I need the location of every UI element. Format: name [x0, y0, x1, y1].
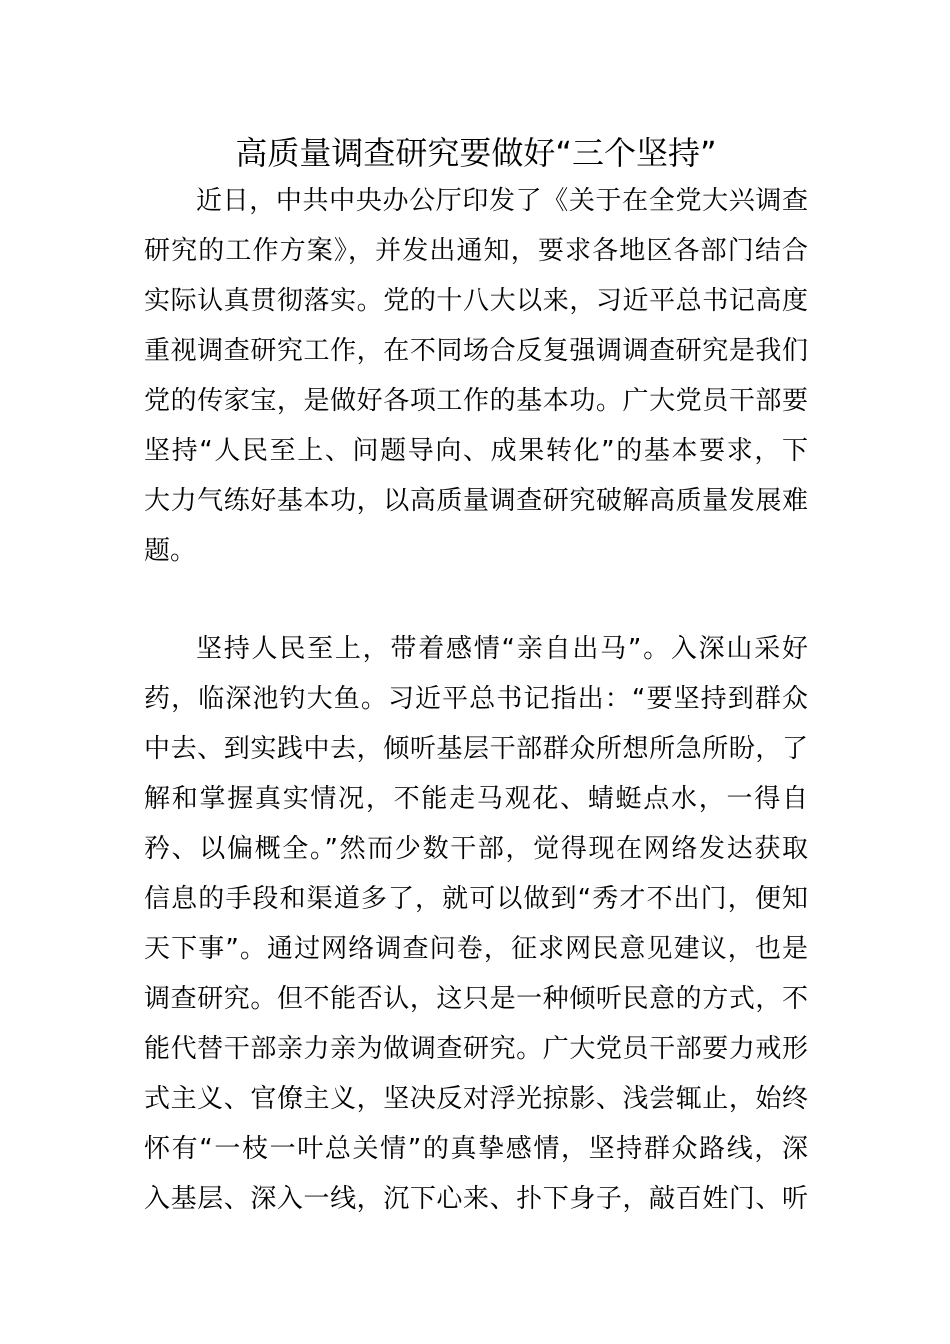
text-line: 坚持“人民至上、问题导向、成果转化”的基本要求，下 [144, 436, 808, 466]
paragraph-intro [144, 176, 808, 576]
text-line: 坚持人民至上，带着感情“亲自出马”。入深山采好 [196, 634, 808, 664]
text-line: 题。 [144, 536, 197, 566]
text-line: 药，临深池钓大鱼。习近平总书记指出：“要坚持到群众 [144, 684, 808, 714]
text-line: 能代替干部亲力亲为做调查研究。广大党员干部要力戒形 [144, 1034, 808, 1064]
text-line: 实际认真贯彻落实。党的十八大以来，习近平总书记高度 [144, 286, 808, 316]
text-line: 信息的手段和渠道多了，就可以做到“秀才不出门，便知 [144, 884, 808, 914]
text-line: 近日，中共中央办公厅印发了《关于在全党大兴调查 [196, 186, 808, 216]
text-line: 天下事”。通过网络调查问卷，征求网民意见建议，也是 [144, 934, 808, 964]
text-line: 大力气练好基本功，以高质量调查研究破解高质量发展难 [144, 486, 808, 516]
paragraph-people-first [144, 624, 808, 1224]
document-title: 高质量调查研究要做好“三个坚持” [235, 134, 717, 172]
text-line: 入基层、深入一线，沉下心来、扑下身子，敲百姓门、听 [144, 1184, 808, 1214]
text-line: 中去、到实践中去，倾听基层干部群众所想所急所盼，了 [144, 734, 808, 764]
text-line: 式主义、官僚主义，坚决反对浮光掠影、浅尝辄止，始终 [144, 1084, 808, 1114]
text-line: 解和掌握真实情况，不能走马观花、蜻蜓点水，一得自 [144, 784, 808, 814]
text-line: 党的传家宝，是做好各项工作的基本功。广大党员干部要 [144, 386, 808, 416]
text-line: 矜、以偏概全。”然而少数干部，觉得现在网络发达获取 [144, 834, 808, 864]
text-line: 研究的工作方案》，并发出通知，要求各地区各部门结合 [144, 236, 808, 266]
text-line: 怀有“一枝一叶总关情”的真挚感情，坚持群众路线，深 [144, 1134, 808, 1164]
text-line: 重视调查研究工作，在不同场合反复强调调查研究是我们 [144, 336, 808, 366]
text-line: 调查研究。但不能否认，这只是一种倾听民意的方式，不 [144, 984, 808, 1014]
